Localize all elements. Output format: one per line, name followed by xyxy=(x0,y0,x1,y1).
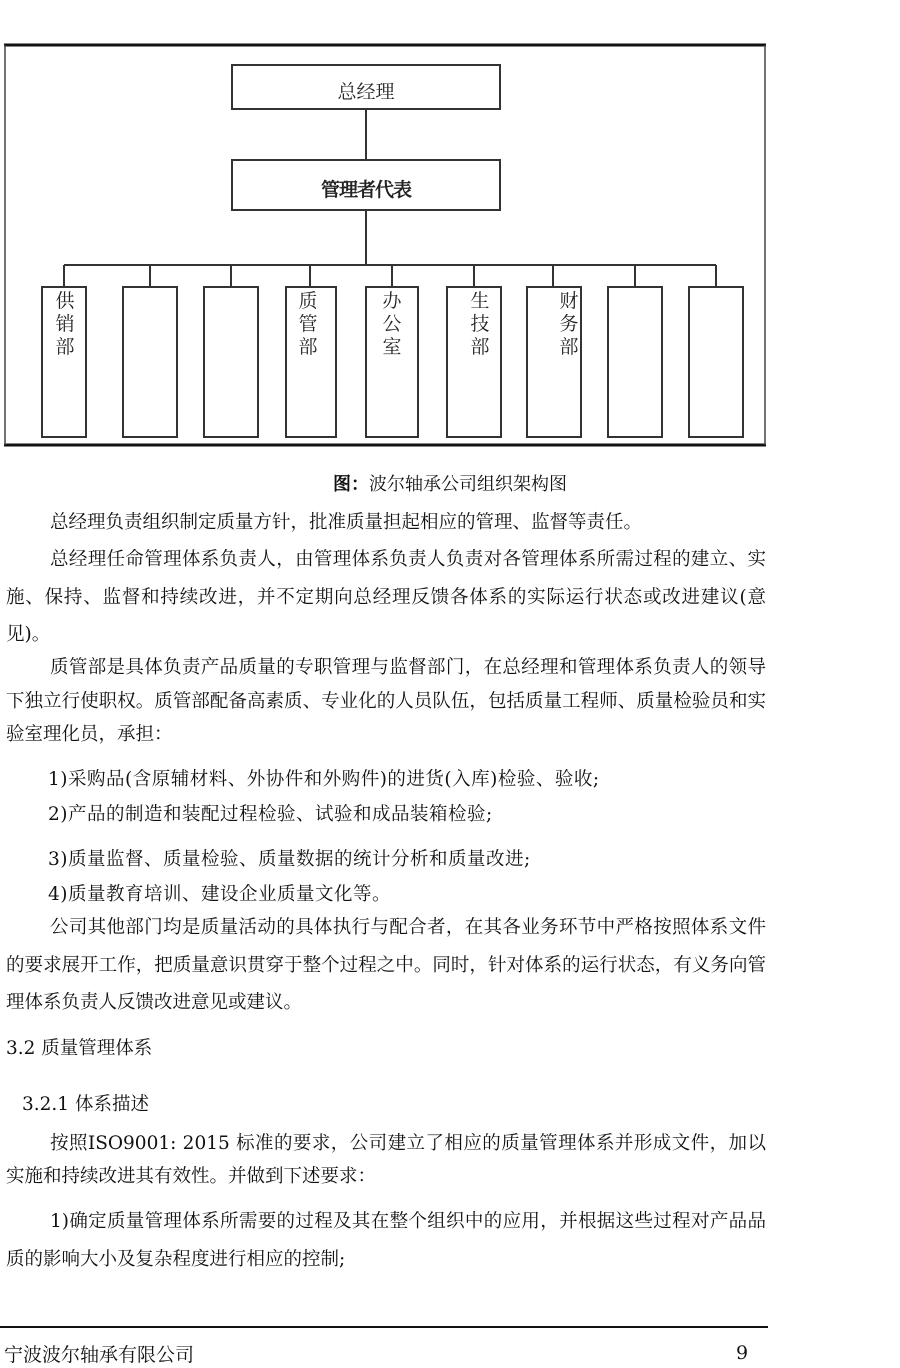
list-item: 1)采购品(含原辅材料、外协件和外购件)的进货(入库)检验、验收; xyxy=(48,769,600,790)
department-box xyxy=(204,287,258,437)
section-heading: 3.2 质量管理体系 xyxy=(6,1038,153,1059)
list-item: 3)质量监督、质量检验、质量数据的统计分析和质量改进; xyxy=(48,849,531,870)
department-label: 财务部 xyxy=(559,290,579,358)
department-label: 质管部 xyxy=(298,290,318,358)
page-number: 9 xyxy=(736,1342,749,1364)
caption-prefix: 图： xyxy=(333,474,369,495)
org-chart xyxy=(0,0,900,460)
footer-company: 宁波波尔轴承有限公司 xyxy=(4,1344,195,1366)
department-box xyxy=(689,287,743,437)
paragraph-3: 质管部是具体负责产品质量的专职管理与监督部门，在总经理和管理体系负责人的领导下独立行使职权。质管部配备高素质、专业化的人员队伍，包括质量工程师、质量检验员和实验室理化员，承担： xyxy=(6,657,766,745)
figure-caption xyxy=(0,470,900,496)
department-label: 办公室 xyxy=(382,290,402,358)
middle-box-label: 管理者代表 xyxy=(320,179,411,201)
top-box-label: 总经理 xyxy=(337,81,395,103)
footer-rule xyxy=(0,1326,768,1328)
department-label: 供销部 xyxy=(55,290,75,358)
caption-text: 波尔轴承公司组织架构图 xyxy=(369,474,567,495)
subsection-heading: 3.2.1 体系描述 xyxy=(22,1094,149,1115)
paragraph-5: 按照ISO9001: 2015 标准的要求，公司建立了相应的质量管理体系并形成文件，加以实施和持续改进其有效性。并做到下述要求： xyxy=(6,1133,766,1187)
list-item: 4)质量教育培训、建设企业质量文化等。 xyxy=(48,884,391,905)
department-box xyxy=(608,287,662,437)
org-chart-lines xyxy=(0,0,900,460)
paragraph-4: 公司其他部门均是质量活动的具体执行与配合者，在其各业务环节中严格按照体系文件的要求展开工作，把质量意识贯穿于整个过程之中。同时，针对体系的运行状态，有义务向管理体系负责人反馈改进意见或建议。 xyxy=(6,917,766,1013)
paragraph-1: 总经理负责组织制定质量方针，批准质量担起相应的管理、监督等责任。 xyxy=(50,512,643,533)
department-box xyxy=(123,287,177,437)
list-item: 2)产品的制造和装配过程检验、试验和成品装箱检验; xyxy=(48,804,493,825)
department-label: 生技部 xyxy=(470,290,490,358)
paragraph-2: 总经理任命管理体系负责人，由管理体系负责人负责对各管理体系所需过程的建立、实施、保持、监督和持续改进，并不定期向总经理反馈各体系的实际运行状态或改进建议(意见)。 xyxy=(6,549,766,645)
paragraph-6: 1)确定质量管理体系所需要的过程及其在整个组织中的应用，并根据这些过程对产品品质的影响大小及复杂程度进行相应的控制; xyxy=(6,1211,766,1270)
